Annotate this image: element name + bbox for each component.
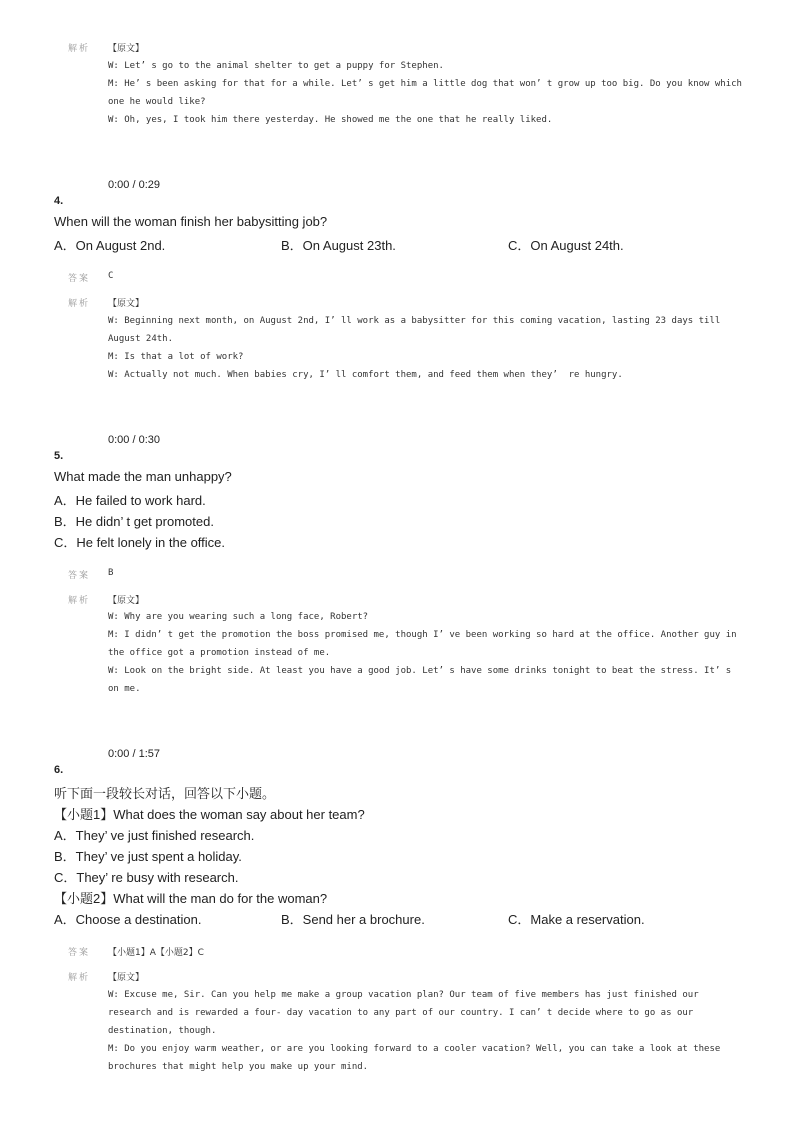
transcript-line: M: Is that a lot of work? [108, 352, 244, 362]
transcript-line: M: Do you enjoy warm weather, or are you looking forward to a cooler vacation? Well, you can take a look at these [108, 1044, 721, 1054]
original-text-label: 【原文】 [108, 973, 145, 983]
question-number: 4. [54, 195, 64, 207]
transcript-line: W: Why are you wearing such a long face, Robert? [108, 612, 369, 622]
question-text: What made the man unhappy? [54, 469, 232, 484]
transcript-line: W: Look on the bright side. At least you have a good job. Let’ s have some drinks tonight to beat the stress. It’ s [108, 666, 732, 676]
transcript-line: destination, though. [108, 1026, 217, 1036]
analysis-label: 解析 [68, 596, 91, 606]
sub1-option-b[interactable]: B．They’ ve just spent a holiday. [54, 849, 242, 864]
question-number: 6. [54, 764, 64, 776]
transcript-line: M: I didn’ t get the promotion the boss promised me, though I’ ve been working so hard at the office. Another guy in [108, 630, 737, 640]
original-text-label: 【原文】 [108, 44, 145, 54]
original-text-label: 【原文】 [108, 596, 145, 606]
question-number: 5. [54, 450, 64, 462]
option-b[interactable]: B．He didn’ t get promoted. [54, 514, 214, 529]
analysis-label: 解析 [68, 299, 91, 309]
transcript-line: brochures that might help you make up your mind. [108, 1062, 369, 1072]
sub1-option-a[interactable]: A．They’ ve just finished research. [54, 828, 255, 843]
answer-label: 答案 [68, 274, 91, 284]
audio-time[interactable]: 0:00 / 1:57 [108, 748, 160, 760]
transcript-line: one he would like? [108, 97, 206, 107]
answer-value: 【小题1】A【小题2】C [108, 948, 204, 958]
analysis-label: 解析 [68, 973, 91, 983]
option-c[interactable]: C．He felt lonely in the office. [54, 535, 226, 550]
transcript-line: on me. [108, 684, 141, 694]
transcript-line: W: Excuse me, Sir. Can you help me make a group vacation plan? Our team of five members has just finished our [108, 990, 699, 1000]
original-text-label: 【原文】 [108, 299, 145, 309]
option-a[interactable]: A．He failed to work hard. [54, 493, 206, 508]
answer-value: B [108, 568, 114, 578]
sub1-option-c[interactable]: C．They’ re busy with research. [54, 870, 239, 885]
option-c[interactable]: C．On August 24th. [508, 238, 624, 253]
transcript-line: August 24th. [108, 334, 174, 344]
option-b[interactable]: B．On August 23th. [281, 238, 396, 253]
sub2-option-c[interactable]: C．Make a reservation. [508, 912, 645, 927]
analysis-label: 解析 [68, 44, 91, 54]
answer-label: 答案 [68, 948, 91, 958]
sub-question-1: 【小题1】What does the woman say about her team? [54, 807, 365, 822]
question-text: When will the woman finish her babysitting job? [54, 214, 328, 229]
audio-time[interactable]: 0:00 / 0:29 [108, 179, 160, 191]
transcript-line: the office got a promotion instead of me. [108, 648, 331, 658]
sub2-option-a[interactable]: A．Choose a destination. [54, 912, 202, 927]
transcript-line: M: He’ s been asking for that for a while. Let’ s get him a little dog that won’ t grow up too big. Do you know which [108, 79, 742, 89]
option-a[interactable]: A．On August 2nd. [54, 238, 166, 253]
audio-time[interactable]: 0:00 / 0:30 [108, 434, 160, 446]
answer-label: 答案 [68, 571, 91, 581]
transcript-line: W: Let’ s go to the animal shelter to get a puppy for Stephen. [108, 61, 444, 71]
transcript-line: research and is rewarded a four- day vacation to any part of our country. I can’ t decide where to go as our [108, 1008, 694, 1018]
answer-value: C [108, 271, 114, 281]
transcript-line: W: Beginning next month, on August 2nd, I’ ll work as a babysitter for this coming vacation, lasting 23 days till [108, 316, 721, 326]
sub-question-2: 【小题2】What will the man do for the woman? [54, 891, 328, 906]
transcript-line: W: Actually not much. When babies cry, I’ ll comfort them, and feed them when they’ re hungry. [108, 370, 623, 380]
question-intro: 听下面一段较长对话，回答以下小题。 [54, 786, 276, 801]
transcript-line: W: Oh, yes, I took him there yesterday. He showed me the one that he really liked. [108, 115, 553, 125]
sub2-option-b[interactable]: B．Send her a brochure. [281, 912, 425, 927]
